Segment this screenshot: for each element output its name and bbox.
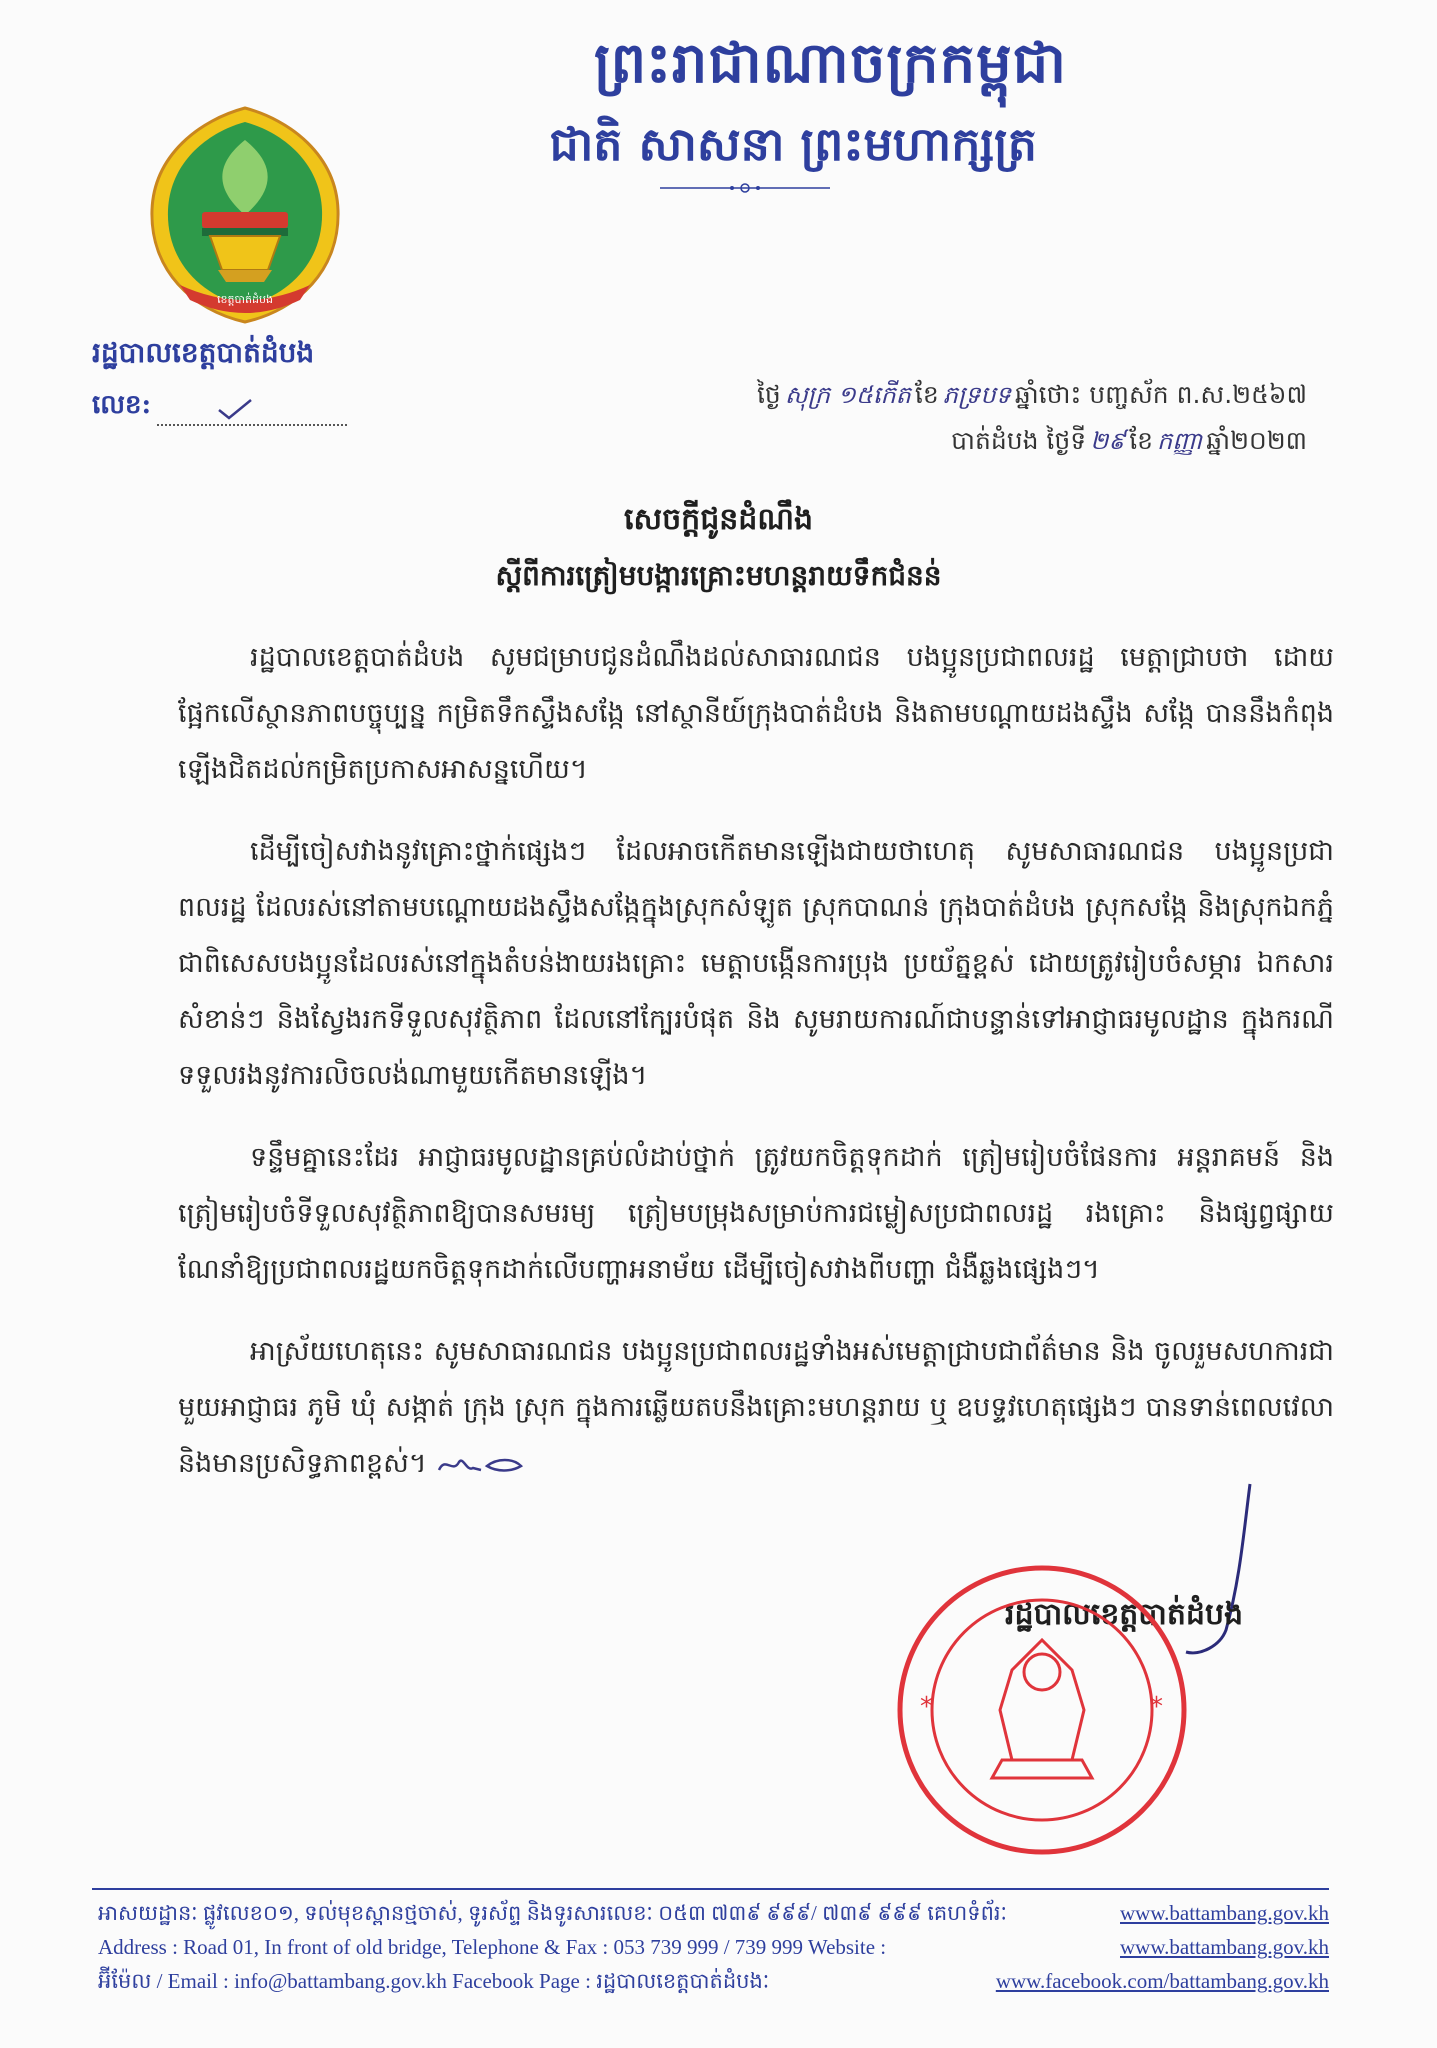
solar-day-prefix: បាត់ដំបង ថ្ងៃទី — [951, 426, 1087, 455]
national-motto: ជាតិ សាសនា ព្រះមហាក្សត្រ — [549, 117, 1037, 171]
svg-text:*: * — [920, 1692, 933, 1722]
province-logo-icon — [140, 100, 350, 330]
reference-row — [92, 388, 347, 426]
logo-caption: ខេត្តបាត់ដំបង — [217, 293, 273, 306]
lunar-year: ឆ្នាំថោះ បញ្ចស័ក ព.ស.២៥៦៧ — [1014, 380, 1307, 409]
footer-contact — [98, 1964, 1329, 1998]
lunar-month-prefix: ខែ — [914, 380, 939, 409]
document-subtitle: ស្តីពីការត្រៀមបង្ការគ្រោះមហន្តរាយទឹកជំនន់ — [495, 559, 942, 592]
handwritten-initials-icon — [435, 1450, 525, 1480]
date-block — [757, 372, 1307, 464]
footer-text: អ៊ីម៉ែល / Email : info@battambang.gov.kh Facebook Page : រដ្ឋបាលខេត្តបាត់ដំបងៈ — [98, 1969, 770, 1993]
check-mark-icon — [215, 396, 255, 422]
footer-address-english — [98, 1930, 1329, 1964]
website-link[interactable]: www.battambang.gov.kh — [1120, 1901, 1329, 1925]
solar-year: ឆ្នាំ២០២៣ — [1206, 426, 1307, 455]
footer — [98, 1896, 1329, 1998]
body-paragraph: ទន្ទឹមគ្នានេះដែរ អាជ្ញាធរមូលដ្ឋានគ្រប់លំដាប់ថ្នាក់ ត្រូវយកចិត្តទុកដាក់ ត្រៀមរៀបចំផែនការ អន្តរាគមន៍ និងត្រៀមរៀបចំទីទួលសុវត្ថិភាពឱ្យបានសមរម្យ ត្រៀមបម្រុងសម្រាប់ការជម្លៀសប្រជាពលរដ្ឋ រងគ្រោះ និងផ្សព្វផ្សាយ ណែនាំឱ្យប្រជាពលរដ្ឋយកចិត្តទុកដាក់លើបញ្ហាអនាម័យ ដើម្បីចៀសវាងពីបញ្ហា ជំងឺឆ្លងផ្សេងៗ។ — [178, 1142, 1334, 1285]
solar-day-handwritten: ២៩ — [1090, 427, 1126, 455]
body-paragraph: ដើម្បីចៀសវាងនូវគ្រោះថ្នាក់ផ្សេងៗ ដែលអាចកើតមានឡើងជាយថាហេតុ សូមសាធារណជន បងប្អូនប្រជាពលរដ្ឋ ដែលរស់នៅតាមបណ្តោយដងស្ទឹងសង្កែក្នុងស្រុកសំឡូត ស្រុកបាណន់ ក្រុងបាត់ដំបង ស្រុកសង្កែ និងស្រុកឯកភ្នំ ជាពិសេសបងប្អូនដែលរស់នៅក្នុងតំបន់ងាយរងគ្រោះ មេត្តាបង្កើនការប្រុង ប្រយ័ត្នខ្ពស់ ដោយត្រូវរៀបចំសម្ភារ ឯកសារសំខាន់ៗ និងស្វែងរកទីទួលសុវត្ថិភាព ដែលនៅក្បែរបំផុត និង សូមរាយការណ៍ជាបន្ទាន់ទៅអាជ្ញាធរមូលដ្ឋាន ក្នុងករណីទទួលរងនូវការលិចលង់ណាមួយកើតមានឡើង។ — [178, 836, 1334, 1091]
body-paragraph — [178, 1324, 1334, 1492]
document-body — [178, 630, 1334, 1518]
footer-address-khmer — [98, 1896, 1329, 1930]
issuer-block — [92, 335, 347, 426]
footer-text: Address : Road 01, In front of old bridge, Telephone & Fax : 053 739 999 / 739 999 Website : — [98, 1935, 887, 1959]
lunar-day-prefix: ថ្ងៃ — [757, 380, 781, 409]
lunar-month-handwritten: ភទ្របទ — [942, 381, 1011, 409]
signatory-name: រដ្ឋបាលខេត្តបាត់ដំបង — [1005, 1597, 1244, 1632]
official-seal-icon — [892, 1560, 1192, 1860]
ornament-divider-icon — [660, 182, 830, 194]
solar-month-prefix: ខែ — [1129, 426, 1154, 455]
solar-month-handwritten: កញ្ញា — [1157, 427, 1203, 455]
lunar-date — [757, 372, 1307, 418]
svg-text:*: * — [1150, 1692, 1163, 1722]
reference-number-field — [157, 398, 347, 426]
issuer-name: រដ្ឋបាលខេត្តបាត់ដំបង — [92, 336, 315, 369]
website-link[interactable]: www.battambang.gov.kh — [1120, 1935, 1329, 1959]
reference-label: លេខ: — [92, 390, 152, 420]
lunar-day-handwritten: សុក្រ ១៥កើត — [784, 381, 911, 409]
body-paragraph: រដ្ឋបាលខេត្តបាត់ដំបង សូមជម្រាបជូនដំណឹងដល់សាធារណជន បងប្អូនប្រជាពលរដ្ឋ មេត្តាជ្រាបថា ដោយផ្អែកលើស្ថានភាពបច្ចុប្បន្ន កម្រិតទឹកស្ទឹងសង្កែ នៅស្ថានីយ៍ក្រុងបាត់ដំបង និងតាមបណ្តាយដងស្ទឹង សង្កែ បាននឹងកំពុងឡើងជិតដល់កម្រិតប្រកាសអាសន្នហើយ។ — [178, 642, 1334, 785]
kingdom-title: ព្រះរាជាណាចក្រកម្ពុជា — [593, 30, 1067, 96]
body-paragraph-text: អាស្រ័យហេតុនេះ សូមសាធារណជន បងប្អូនប្រជាពលរដ្ឋទាំងអស់មេត្តាជ្រាបជាព័ត៌មាន និង ចូលរួមសហការជាមួយអាជ្ញាធរ ភូមិ ឃុំ សង្កាត់ ក្រុង ស្រុក ក្នុងការឆ្លើយតបនឹងគ្រោះមហន្តរាយ ឬ ឧបទ្ទវហេតុផ្សេងៗ បានទាន់ពេលវេលា និងមានប្រសិទ្ធភាពខ្ពស់។ — [178, 1336, 1334, 1479]
footer-divider — [92, 1888, 1329, 1890]
footer-text: អាសយដ្ឋានៈ ផ្លូវលេខ០១, ទល់មុខស្ពានថ្មចាស់, ទូរស័ព្ទ និងទូរសារលេខៈ ០៥៣ ៧៣៩ ៩៩៩/ ៧៣៩ ៩៩៩ គេហទំព័រៈ — [98, 1901, 1007, 1925]
document-title: សេចក្តីជូនដំណឹង — [624, 502, 813, 537]
facebook-link[interactable]: www.facebook.com/battambang.gov.kh — [995, 1969, 1329, 1993]
solar-date — [757, 418, 1307, 464]
